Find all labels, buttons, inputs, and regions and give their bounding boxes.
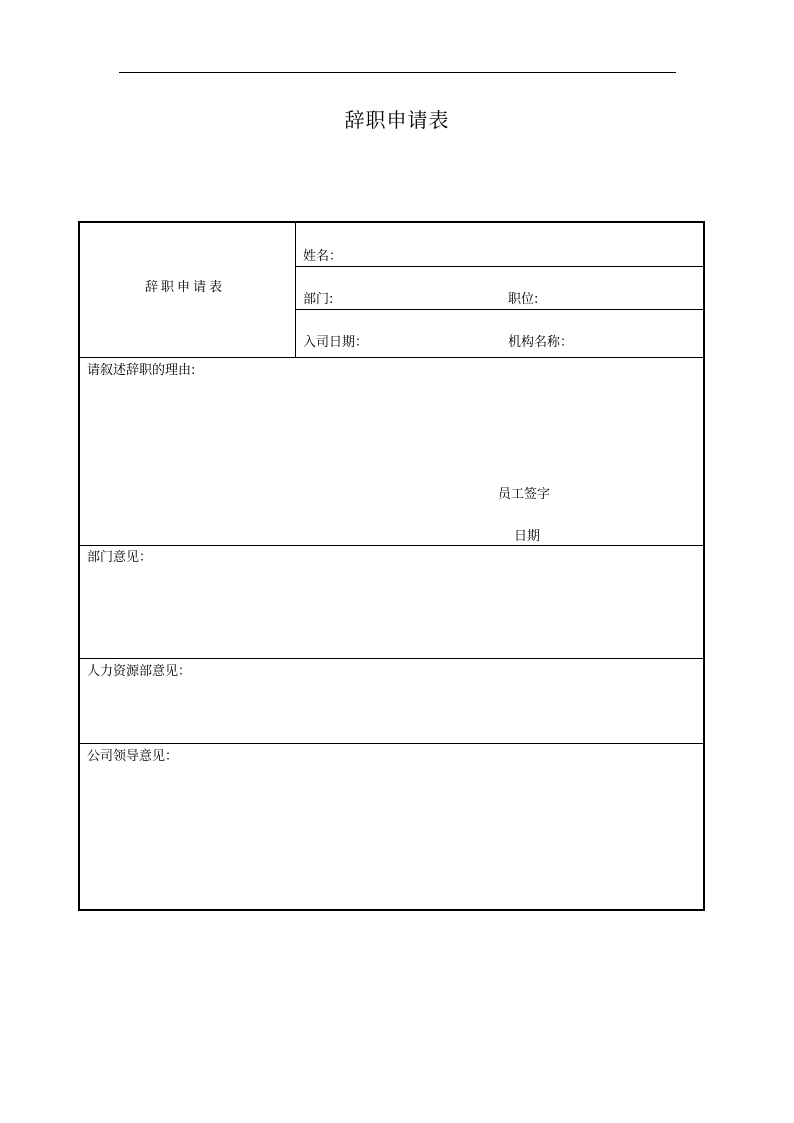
- employee-signature-label[interactable]: 员工签字: [498, 487, 551, 502]
- name-row-divider: [295, 266, 705, 267]
- form-left-title: 辞职申请表: [145, 280, 226, 295]
- page-title: 辞职申请表: [344, 108, 450, 132]
- reason-block-bottom: [80, 545, 705, 546]
- hr-opinion-bottom: [80, 743, 705, 744]
- dept-opinion-bottom: [80, 658, 705, 659]
- hr-opinion-label: 人力资源部意见：: [87, 664, 192, 679]
- signature-date-label[interactable]: 日期: [514, 529, 541, 544]
- position-field[interactable]: 职位:: [508, 292, 539, 307]
- leadership-opinion-label: 公司领导意见：: [87, 749, 179, 764]
- header-rule: [119, 72, 676, 73]
- department-field[interactable]: 部门:: [303, 292, 334, 307]
- department-opinion-label: 部门意见：: [87, 550, 153, 565]
- top-block-divider: [295, 223, 296, 357]
- reason-label: 请叙述辞职的理由:: [87, 363, 196, 378]
- name-field[interactable]: 姓名：: [303, 249, 343, 264]
- top-block-bottom: [80, 357, 705, 358]
- resignation-form-table: [78, 221, 705, 911]
- dept-row-divider: [295, 309, 705, 310]
- org-name-field[interactable]: 机构名称：: [508, 335, 574, 350]
- join-date-field[interactable]: 入司日期：: [303, 335, 369, 350]
